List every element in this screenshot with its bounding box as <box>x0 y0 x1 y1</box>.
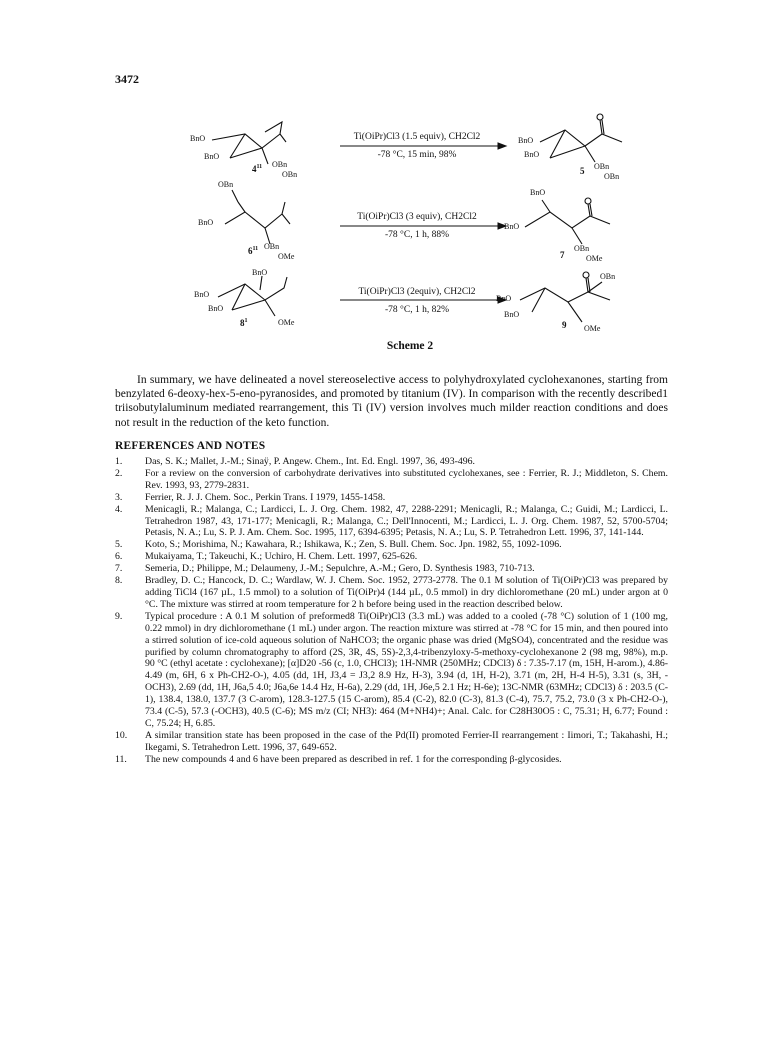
row3-left-label-1: BnO <box>252 268 268 277</box>
summary-paragraph: In summary, we have delineated a novel stereoselective access to polyhydroxylated cyclohexanones, starting from benzylated 6-deoxy-hex-5-eno-pyranosides, and promoted by titanium (IV). In comparison with the recently described1 triisobutylaluminum mediated rearrangement, this Ti (IV) version involves much milder reaction conditions and does not result in the reduction of the keto function. <box>115 374 668 429</box>
references-heading: REFERENCES AND NOTES <box>115 440 266 452</box>
reference-number: 7. <box>115 563 123 575</box>
reference-number: 2. <box>115 467 123 479</box>
reference-item <box>115 539 668 551</box>
reference-text: Das, S. K.; Mallet, J.-M.; Sinaÿ, P. Angew. Chem., Int. Ed. Engl. 1997, 36, 493-496. <box>145 456 475 467</box>
reference-number: 1. <box>115 456 123 467</box>
reference-text: Mukaiyama, T.; Takeuchi, K.; Uchiro, H. Chem. Lett. 1997, 625-626. <box>145 551 418 563</box>
reference-text: Menicagli, R.; Malanga, C.; Lardicci, L. J. Org. Chem. 1982, 47, 2288-2291; Menicagli, R.; Malanga, C.; Guidi, M.; Lardicci, L. Tetrahedron 1987, 43, 171-177; Menicagli, R.; Malanga, C.; Dell'Innocenti, M.; Lardicci, L. J. Org. Chem. 1987, 52, 5700-5704; Petasis, N. A.; Lu, S. P. J. Am. Chem. Soc. 1995, 117, 6394-6395; Petasis, N. A.; Lu, S. P. Tetrahedron Lett. 1996, 37, 141-144. <box>145 503 668 539</box>
reference-number: 9. <box>115 610 123 622</box>
row3-left-label-3: BnO <box>208 304 224 313</box>
row3-condition-top: Ti(OiPr)Cl3 (2equiv), CH2Cl2 <box>358 287 476 297</box>
row1-right-label-3: OBn <box>594 162 610 171</box>
reference-item <box>115 551 668 563</box>
row2-right-label-3: OBn <box>574 244 590 253</box>
reference-number: 3. <box>115 491 123 503</box>
row1-left-label-3: OBn <box>272 160 288 169</box>
reference-item <box>115 492 668 504</box>
row1-left-label-1: BnO <box>190 134 206 143</box>
row2-right-label-2: BnO <box>504 222 520 231</box>
references-list <box>115 456 668 766</box>
row1-left-label-2: BnO <box>204 152 220 161</box>
reference-item <box>115 456 668 468</box>
reference-number: 10. <box>115 729 128 741</box>
reference-number: 6. <box>115 551 123 563</box>
scheme-structures <box>190 112 630 337</box>
row1-left-label-4: OBn <box>282 170 298 179</box>
reaction-scheme <box>190 112 630 362</box>
reference-item <box>115 575 668 611</box>
reference-number: 8. <box>115 575 123 587</box>
reference-number: 4. <box>115 503 123 515</box>
reference-item <box>115 468 668 492</box>
compound-9-number: 9 <box>562 320 567 330</box>
reference-item <box>115 504 668 540</box>
row2-right-label-4: OMe <box>586 254 603 263</box>
compound-4-number: $4^{11}$ <box>252 164 263 174</box>
reference-text: Koto, S.; Morishima, N.; Kawahara, R.; Ishikawa, K.; Zen, S. Bull. Chem. Soc. Jpn. 1982, 55, 1092-1096. <box>145 539 562 551</box>
reference-text: A similar transition state has been proposed in the case of the Pd(II) promoted Ferrier-II rearrangement : Iimori, T.; Takahashi, H.; Ikegami, S. Tetrahedron Lett. 1996, 37, 649-652. <box>145 729 668 753</box>
reference-text: Bradley, D. C.; Hancock, D. C.; Wardlaw, W. J. Chem. Soc. 1952, 2773-2778. The 0.1 M solution of Ti(OiPr)Cl3 was prepared by adding TiCl4 (167 µL, 1.5 mmol) to a solution of Ti(OiPr)4 (144 µL, 0.5 mmol) in dry dichloromethane (20 mL) under argon at 0 °C. The mixture was stirred at room temperature for 2 h before being used in the reaction described below. <box>145 575 668 610</box>
row3-condition-bottom: -78 °C, 1 h, 82% <box>385 305 449 315</box>
compound-8-number: $8^1$ <box>240 318 248 328</box>
row2-condition-top: Ti(OiPr)Cl3 (3 equiv), CH2Cl2 <box>357 212 477 222</box>
row1-condition-top: Ti(OiPr)Cl3 (1.5 equiv), CH2Cl2 <box>353 132 481 142</box>
row1-right-label-1: BnO <box>518 136 534 145</box>
structure-8 <box>218 276 287 316</box>
page-number: 3472 <box>115 72 139 86</box>
compound-6-number: $6^{11}$ <box>248 246 259 256</box>
row3-right-label-1: OBn <box>600 272 616 281</box>
row2-left-label-1: OBn <box>218 180 234 189</box>
row3-right-label-3: BnO <box>504 310 520 319</box>
row2-left-label-3: OBn <box>264 242 280 251</box>
structure-4 <box>212 122 286 164</box>
structure-6 <box>225 190 290 244</box>
reference-text: Ferrier, R. J. J. Chem. Soc., Perkin Trans. I 1979, 1455-1458. <box>145 491 386 503</box>
row1-right-label-4: OBn <box>604 172 620 181</box>
row1-right-label-2: BnO <box>524 150 540 159</box>
row3-right-label-4: OMe <box>584 324 601 333</box>
compound-5-number: 5 <box>580 166 585 176</box>
row1-condition-bottom: -78 °C, 15 min, 98% <box>377 150 457 160</box>
reference-item <box>115 563 668 575</box>
row2-condition-bottom: -78 °C, 1 h, 88% <box>385 230 449 240</box>
reference-item <box>115 730 668 754</box>
row3-left-label-4: OMe <box>278 318 295 327</box>
reaction-arrows <box>340 143 506 303</box>
row3-right-label-2: BnO <box>496 294 512 303</box>
reference-text: Typical procedure : A 0.1 M solution of preformed8 Ti(OiPr)Cl3 (3.3 mL) was added to a cooled (-78 °C) solution of 1 (100 mg, 0.22 mmol) in dry dichloromethane (1 mL) under argon. The reaction mixture was stirred at -78 °C for 15 min, and then poured into a stirred solution of ice-cold aqueous solution of NaHCO3; the organic phase was dried (MgSO4), concentrated and the residue was purified by column chromatography to afford (2S, 3R, 4S, 5S)-2,3,4-tribenzyloxy-5-methoxy-cyclohexanone 2 (98 mg, 98%), m.p. 90 °C (ethyl acetate : cyclohexane); [α]D20 -56 (c, 1.0, CHCl3); 1H-NMR (250MHz; CDCl3) δ : 7.35-7.17 (m, 15H, H-arom.), 4.86-4.49 (m, 6H, 6 x Ph-CH2-O-), 4.05 (dd, 1H, J3,4 = J3,2 8.9 Hz, H-3), 3.94 (d, 1H, H-2), 3.71 (m, 2H, H-4 H-5), 3.31 (s, 3H, -OCH3), 2.69 (dd, 1H, J6a,5 4.0; J6a,6e 14.4 Hz, H-6a), 2.29 (dd, 1H, J6e,5 2.1 Hz; H-6e); 13C-NMR (63MHz; CDCl3) δ : 203.5 (C-1), 138.4, 138.0, 137.7 (3 C-arom), 128.3-127.5 (15 C-arom), 85.4 (C-2), 82.0 (C-3), 81.3 (C-4), 75.7, 75.2, 73.0 (3 x Ph-CH2-O-), 73.4 (C-5), 57.3 (-OCH3), 40.5 (C-6); MS m/z (CI; NH3): 464 (M+NH4)+; Anal. Calc. for C28H30O5 : C, 75.31; H, 6.77; Found : C, 75.24; H, 6.85. <box>145 610 668 729</box>
reference-text: The new compounds 4 and 6 have been prepared as described in ref. 1 for the corresponding β-glycosides. <box>145 753 562 765</box>
row2-right-label-1: BnO <box>530 188 546 197</box>
scheme-caption: Scheme 2 <box>386 340 434 352</box>
reference-text: For a review on the conversion of carbohydrate derivatives into substituted cyclohexanes, see : Ferrier, R. J.; Middleton, S. Chem. Rev. 1993, 93, 2779-2831. <box>145 467 668 491</box>
structure-7 <box>525 198 610 244</box>
row2-left-label-2: BnO <box>198 218 214 227</box>
reference-item <box>115 611 668 730</box>
compound-7-number: 7 <box>560 250 565 260</box>
row3-left-label-2: BnO <box>194 290 210 299</box>
reference-number: 5. <box>115 539 123 551</box>
reference-number: 11. <box>115 753 127 765</box>
structure-9 <box>520 272 610 322</box>
reference-item <box>115 754 668 766</box>
reference-text: Semeria, D.; Philippe, M.; Delaumeny, J.-M.; Sepulchre, A.-M.; Gero, D. Synthesis 1983, 710-713. <box>145 563 535 575</box>
structure-5 <box>540 114 622 162</box>
row2-left-label-4: OMe <box>278 252 295 261</box>
